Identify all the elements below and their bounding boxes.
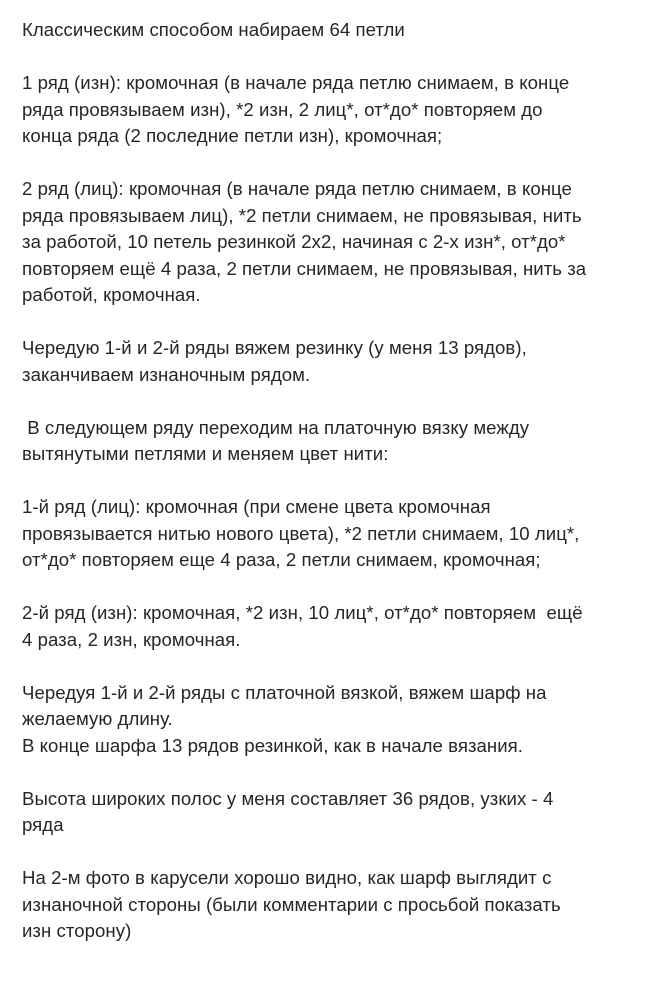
text-line: изн сторону) — [22, 920, 132, 941]
paragraph-gap — [22, 759, 652, 786]
paragraph-row-1 — [22, 70, 652, 150]
text-line: 1 ряд (изн): кромочная (в начале ряда петлю снимаем, в конце — [22, 72, 570, 93]
text-line: Классическим способом набираем 64 петли — [22, 19, 405, 40]
text-line: работой, кромочная. — [22, 284, 201, 305]
paragraph-stripe-height — [22, 786, 652, 839]
paragraph-cast-on — [22, 17, 652, 44]
text-line: провязывается нитью нового цвета), *2 петли снимаем, 10 лиц*, — [22, 522, 580, 544]
text-line: заканчиваем изнаночным рядом. — [22, 363, 311, 385]
text-line: Чередуя 1-й и 2-й ряды с платочной вязкой, вяжем шарф на — [22, 681, 547, 703]
paragraph-gap — [22, 44, 652, 71]
text-line: ряда провязываем изн), *2 изн, 2 лиц*, от*до* повторяем до — [22, 98, 543, 120]
text-line: Высота широких полос у меня составляет 36 рядов, узких - 4 — [22, 787, 554, 809]
text-line: В конце шарфа 13 рядов резинкой, как в начале вязания. — [22, 734, 524, 756]
paragraph-color-change — [22, 415, 652, 468]
paragraph-garter-row-2 — [22, 600, 652, 653]
paragraph-carousel-note — [22, 865, 652, 945]
paragraph-gap — [22, 653, 652, 680]
text-line: от*до* повторяем еще 4 раза, 2 петли снимаем, кромочная; — [22, 549, 541, 570]
text-line: 4 раза, 2 изн, кромочная. — [22, 628, 241, 650]
text-line: В следующем ряду переходим на платочную вязку между — [22, 416, 530, 438]
text-line: вытянутыми петлями и меняем цвет нити: — [22, 443, 389, 464]
paragraph-gap — [22, 839, 652, 866]
text-line: за работой, 10 петель резинкой 2х2, начиная с 2-х изн*, от*до* — [22, 231, 566, 252]
text-line: конца ряда (2 последние петли изн), кромочная; — [22, 125, 443, 146]
paragraph-row-2 — [22, 176, 652, 309]
paragraph-rib-alternate — [22, 335, 652, 388]
document-body — [22, 17, 652, 945]
paragraph-gap — [22, 574, 652, 601]
text-line: ряда провязываем лиц), *2 петли снимаем, не провязывая, нить — [22, 204, 582, 226]
text-line: Чередую 1-й и 2-й ряды вяжем резинку (у меня 13 рядов), — [22, 337, 527, 358]
text-line: На 2-м фото в карусели хорошо видно, как шарф выглядит с — [22, 867, 552, 888]
paragraph-garter-row-1 — [22, 494, 652, 574]
paragraph-scarf-length — [22, 680, 652, 760]
text-line: 2 ряд (лиц): кромочная (в начале ряда петлю снимаем, в конце — [22, 178, 572, 199]
text-line: изнаночной стороны (были комментарии с просьбой показать — [22, 893, 561, 915]
paragraph-gap — [22, 388, 652, 415]
text-line: повторяем ещё 4 раза, 2 петли снимаем, не провязывая, нить за — [22, 257, 587, 279]
paragraph-gap — [22, 150, 652, 177]
text-line: желаемую длину. — [22, 708, 173, 729]
text-line: 1-й ряд (лиц): кромочная (при смене цвета кромочная — [22, 496, 491, 517]
text-line: 2-й ряд (изн): кромочная, *2 изн, 10 лиц*, от*до* повторяем ещё — [22, 602, 583, 623]
paragraph-gap — [22, 468, 652, 495]
paragraph-gap — [22, 309, 652, 336]
text-line: ряда — [22, 814, 64, 835]
